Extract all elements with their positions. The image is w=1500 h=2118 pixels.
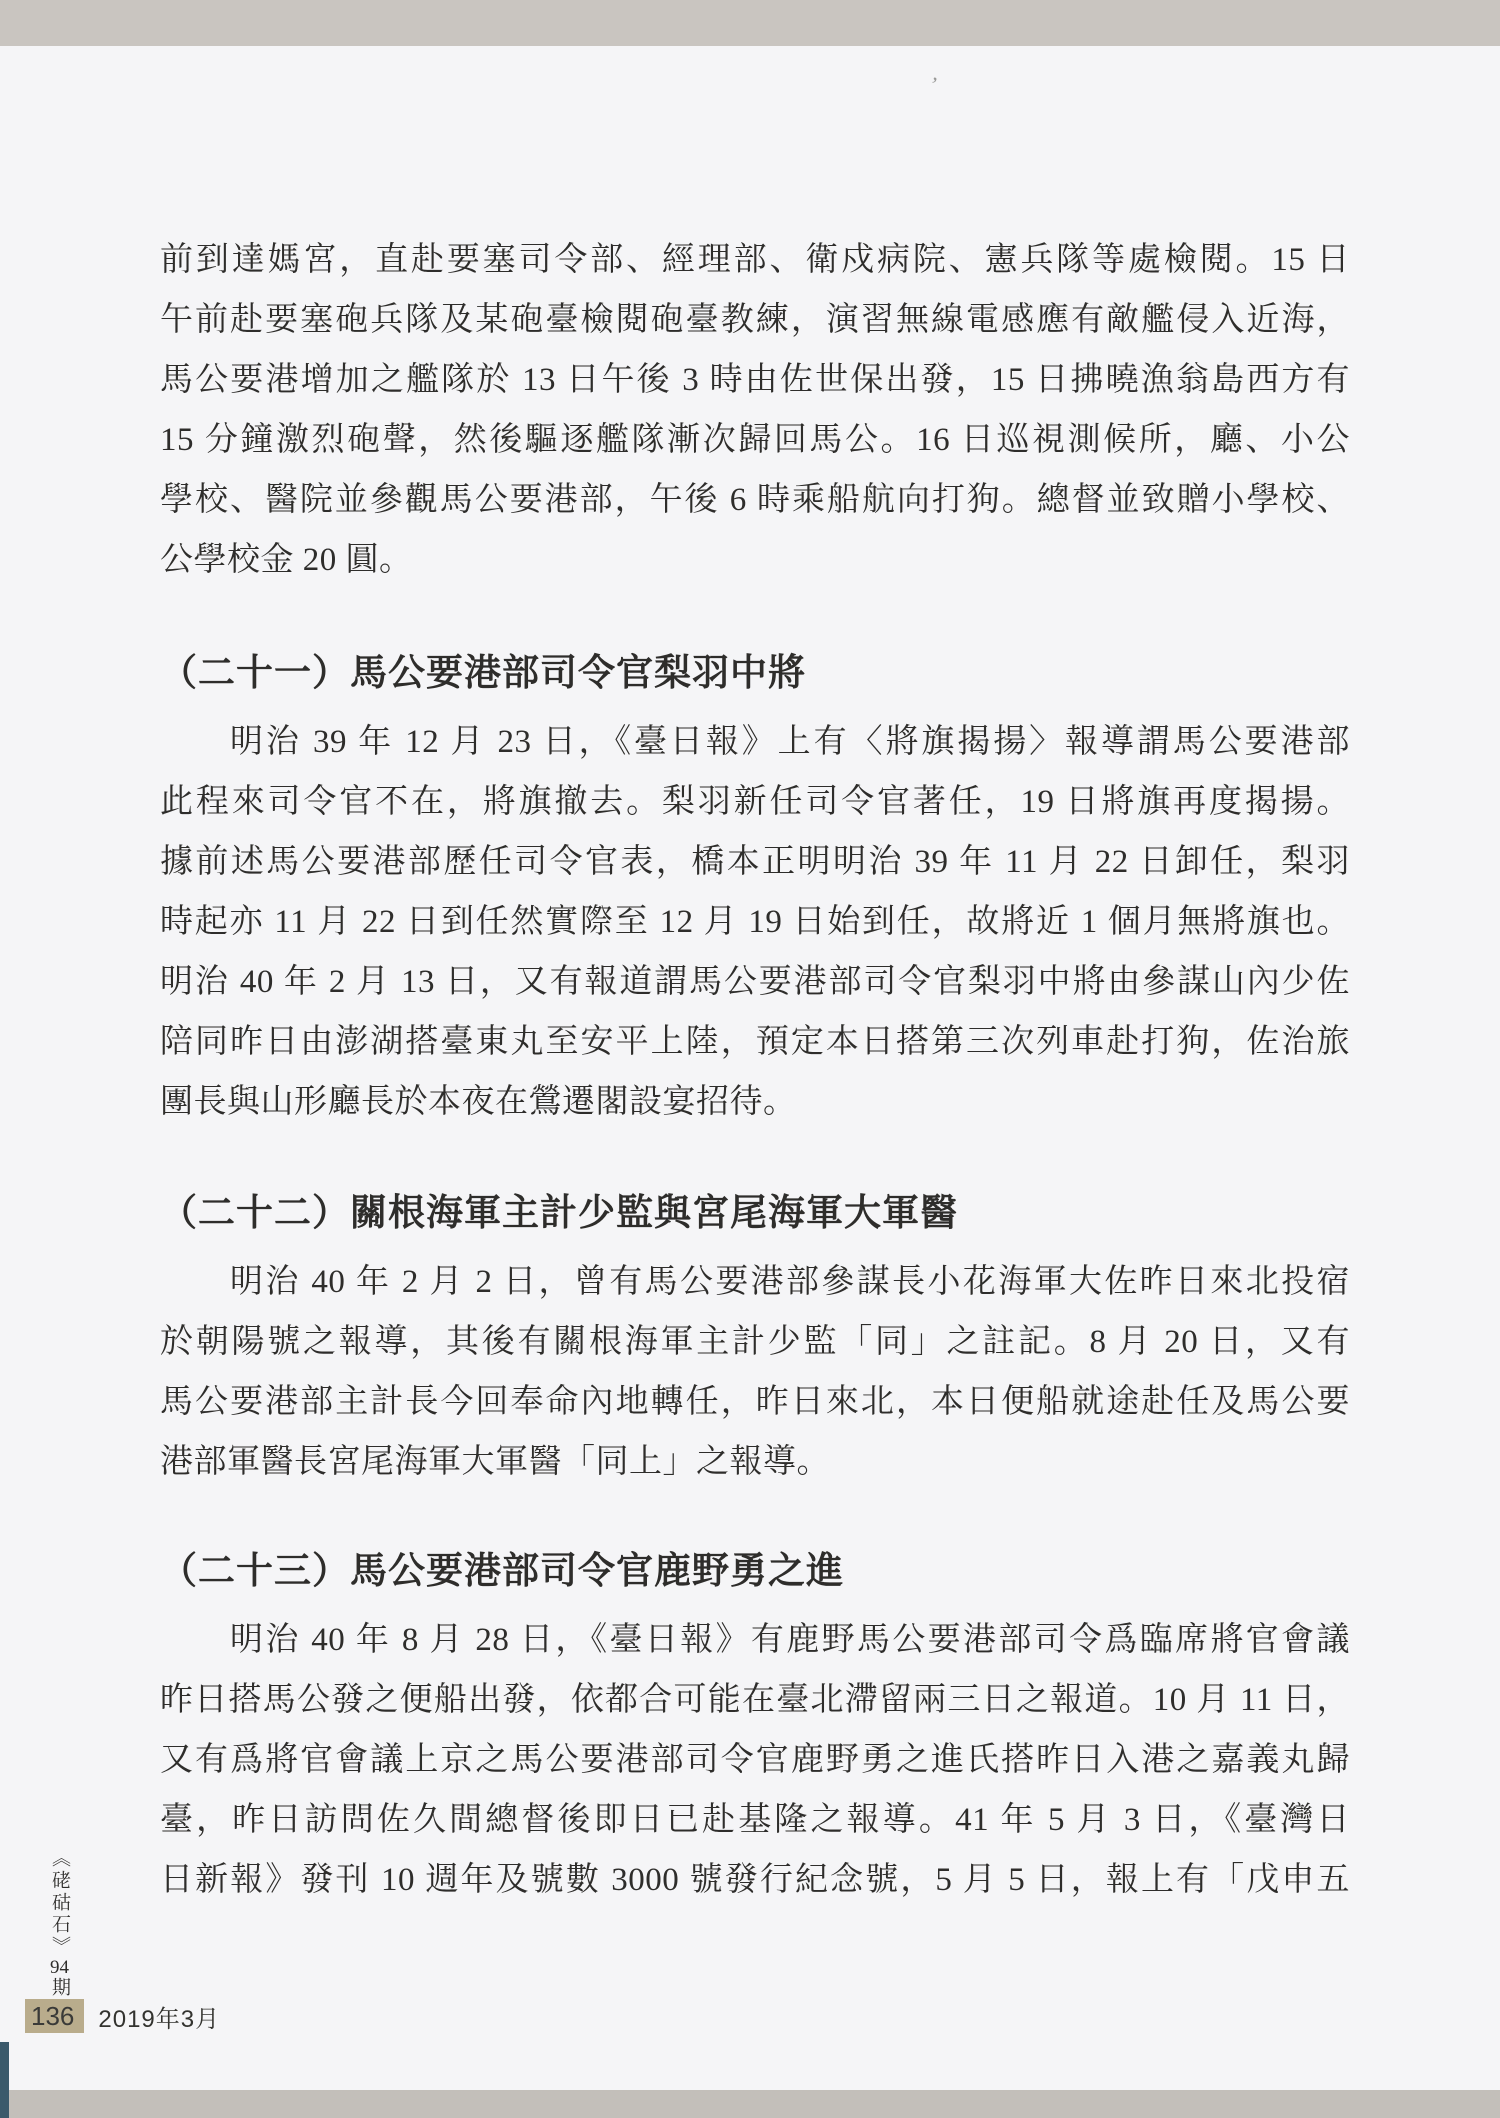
journal-issue-suffix: 期 xyxy=(49,1977,70,1999)
text-line: 馬公要港部主計長今回奉命內地轉任，昨日來北，本日便船就途赴任及馬公要 xyxy=(160,1384,1350,1420)
text-line: 臺，昨日訪問佐久間總督後即日已赴基隆之報導。41 年 5 月 3 日，《臺灣日 xyxy=(160,1802,1350,1838)
page-footer xyxy=(25,1998,220,2034)
text-line: 團長與山形廳長於本夜在鶯遷閣設宴招待。 xyxy=(160,1084,797,1120)
text-line: 馬公要港增加之艦隊於 13 日午後 3 時由佐世保出發，15 日拂曉漁翁島西方有 xyxy=(160,362,1350,398)
text-line: 前到達媽宮，直赴要塞司令部、經理部、衛戍病院、憲兵隊等處檢閱。15 日 xyxy=(160,242,1350,278)
text-line: 明治 39 年 12 月 23 日，《臺日報》上有〈將旗揭揚〉報導謂馬公要港部 xyxy=(230,724,1350,760)
scan-bottom-edge-band xyxy=(0,2090,1500,2118)
section-heading-23: （二十三）馬公要港部司令官鹿野勇之進 xyxy=(160,1551,844,1592)
text-line: 陪同昨日由澎湖搭臺東丸至安平上陸，預定本日搭第三次列車赴打狗，佐治旅 xyxy=(160,1024,1350,1060)
text-line: 又有爲將官會議上京之馬公要港部司令官鹿野勇之進氏搭昨日入港之嘉義丸歸 xyxy=(160,1742,1350,1778)
journal-spine-label xyxy=(46,1848,73,1999)
section-21-paragraph xyxy=(160,712,1350,1132)
section-heading-21: （二十一）馬公要港部司令官梨羽中將 xyxy=(160,653,806,694)
journal-title: 《硓𥑮石》 xyxy=(49,1848,70,1958)
scan-artifact-mark: ’ xyxy=(927,71,940,98)
section-23-paragraph xyxy=(160,1610,1350,1910)
scan-top-edge-band xyxy=(0,0,1500,46)
text-line: 學校、醫院並參觀馬公要港部，午後 6 時乘船航向打狗。總督並致贈小學校、 xyxy=(160,482,1350,518)
text-line: 公學校金 20 圓。 xyxy=(160,542,413,578)
text-line: 午前赴要塞砲兵隊及某砲臺檢閱砲臺教練，演習無線電感應有敵艦侵入近海， xyxy=(160,302,1350,338)
text-line: 港部軍醫長宮尾海軍大軍醫「同上」之報導。 xyxy=(160,1444,830,1480)
continuation-paragraph xyxy=(160,230,1350,590)
section-22-paragraph xyxy=(160,1252,1350,1492)
issue-date: 2019年3月 xyxy=(98,2005,221,2033)
text-line: 昨日搭馬公發之便船出發，依都合可能在臺北滯留兩三日之報道。10 月 11 日， xyxy=(160,1682,1350,1718)
text-line: 時起亦 11 月 22 日到任然實際至 12 月 19 日始到任，故將近 1 個月無將旗也。 xyxy=(160,904,1350,940)
text-line: 於朝陽號之報導，其後有關根海軍主計少監「同」之註記。8 月 20 日，又有 xyxy=(160,1324,1350,1360)
scan-spine-strip xyxy=(0,2042,9,2118)
section-heading-22: （二十二）關根海軍主計少監與宮尾海軍大軍醫 xyxy=(160,1193,958,1234)
journal-issue-number: 94 xyxy=(50,1958,69,1977)
page-number-badge: 136 xyxy=(25,1999,84,2033)
text-line: 日新報》發刊 10 週年及號數 3000 號發行紀念號，5 月 5 日，報上有「戊申五 xyxy=(160,1862,1350,1898)
text-line: 據前述馬公要港部歷任司令官表，橋本正明明治 39 年 11 月 22 日卸任，梨羽 xyxy=(160,844,1350,880)
text-line: 明治 40 年 2 月 2 日，曾有馬公要港部參謀長小花海軍大佐昨日來北投宿 xyxy=(230,1264,1350,1300)
text-line: 明治 40 年 8 月 28 日，《臺日報》有鹿野馬公要港部司令爲臨席將官會議 xyxy=(230,1622,1350,1658)
text-line: 此程來司令官不在，將旗撤去。梨羽新任司令官著任，19 日將旗再度揭揚。 xyxy=(160,784,1350,820)
text-line: 明治 40 年 2 月 13 日，又有報道謂馬公要港部司令官梨羽中將由參謀山內少佐 xyxy=(160,964,1350,1000)
text-line: 15 分鐘激烈砲聲，然後驅逐艦隊漸次歸回馬公。16 日巡視測候所，廳、小公 xyxy=(160,422,1350,458)
